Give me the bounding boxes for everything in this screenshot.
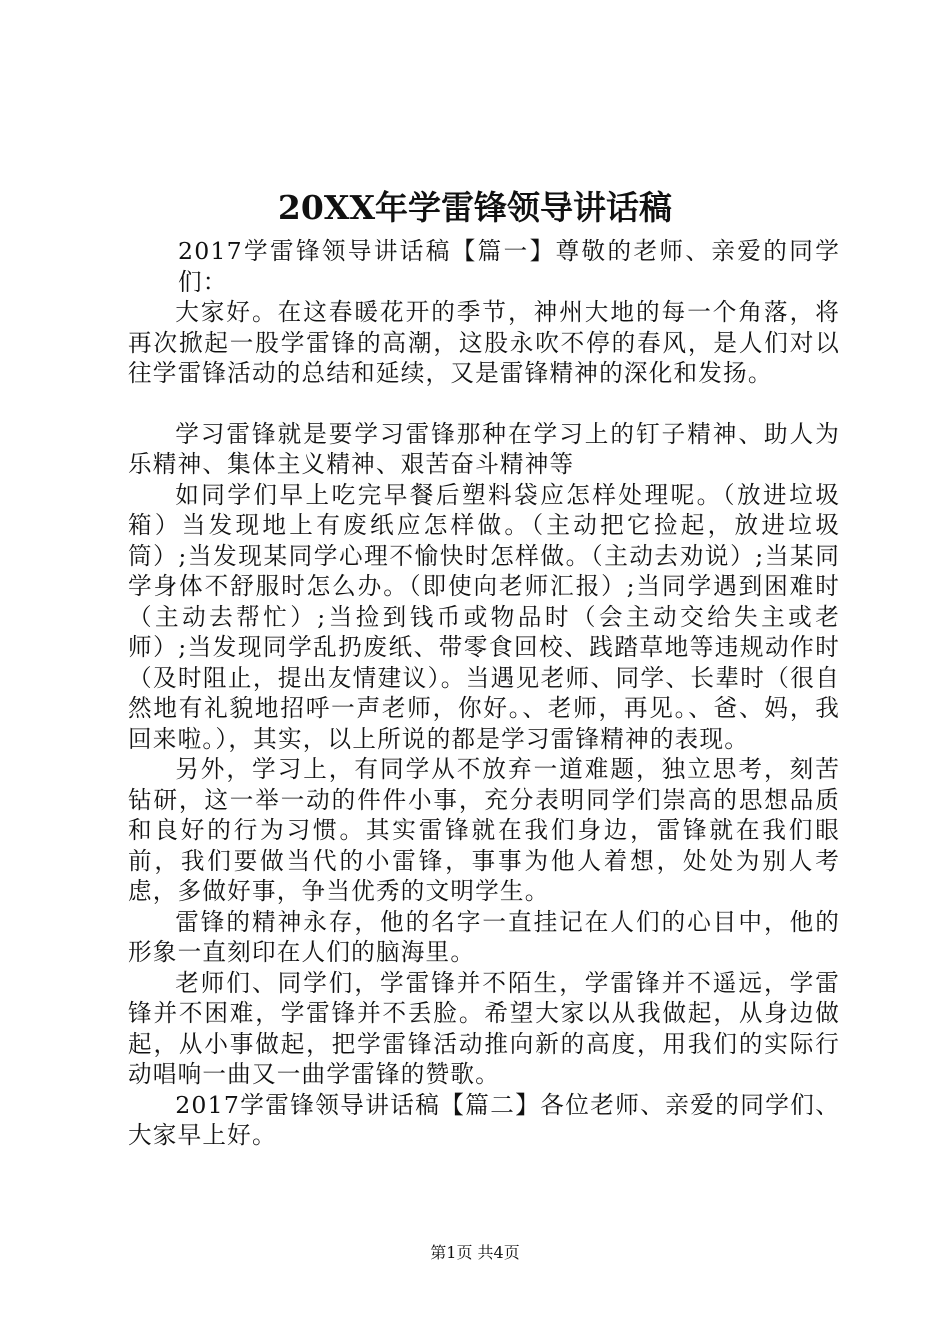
- page-footer: 第1页 共4页: [430, 1243, 520, 1262]
- paragraph: 另外，学习上，有同学从不放弃一道难题，独立思考，刻苦钻研，这一举一动的件件小事，充分表明同学们崇高的思想品质和良好的行为习惯。其实雷锋就在我们身边，雷锋就在我们眼前，我们要做当代的小雷锋，事事为他人着想，处处为别人考虑，多做好事，争当优秀的文明学生。: [128, 755, 840, 905]
- paragraph: 雷锋的精神永存，他的名字一直挂记在人们的心目中，他的形象一直刻印在人们的脑海里。: [128, 907, 840, 966]
- paragraph-intro: 2017学雷锋领导讲话稿【篇一】尊敬的老师、亲爱的同学们：: [178, 237, 840, 296]
- document-body: [128, 236, 840, 1151]
- paragraph: 学习雷锋就是要学习雷锋那种在学习上的钉子精神、助人为乐精神、集体主义精神、艰苦奋斗精神等: [128, 419, 840, 478]
- paragraph: 老师们、同学们，学雷锋并不陌生，学雷锋并不遥远，学雷锋并不困难，学雷锋并不丢脸。希望大家以从我做起，从身边做起，从小事做起，把学雷锋活动推向新的高度，用我们的实际行动唱响一曲又一曲学雷锋的赞歌。: [128, 968, 840, 1088]
- document-title: 20XX年学雷锋领导讲话稿: [277, 188, 673, 227]
- paragraph: 2017学雷锋领导讲话稿【篇二】各位老师、亲爱的同学们、大家早上好。: [128, 1090, 840, 1149]
- paragraph: 如同学们早上吃完早餐后塑料袋应怎样处理呢。（放进垃圾箱）当发现地上有废纸应怎样做。（主动把它捡起，放进垃圾筒）;当发现某同学心理不愉快时怎样做。（主动去劝说）;当某同学身体不舒服时怎么办。（即使向老师汇报）;当同学遇到困难时（主动去帮忙）;当捡到钱币或物品时（会主动交给失主或老师）;当发现同学乱扔废纸、带零食回校、践踏草地等违规动作时（及时阻止，提出友情建议）。当遇见老师、同学、长辈时（很自然地有礼貌地招呼一声老师，你好。、老师，再见。、爸、妈，我回来啦。），其实，以上所说的都是学习雷锋精神的表现。: [128, 480, 840, 753]
- paragraph: 大家好。在这春暖花开的季节，神州大地的每一个角落，将再次掀起一股学雷锋的高潮，这股永吹不停的春风，是人们对以往学雷锋活动的总结和延续，又是雷锋精神的深化和发扬。: [128, 298, 840, 387]
